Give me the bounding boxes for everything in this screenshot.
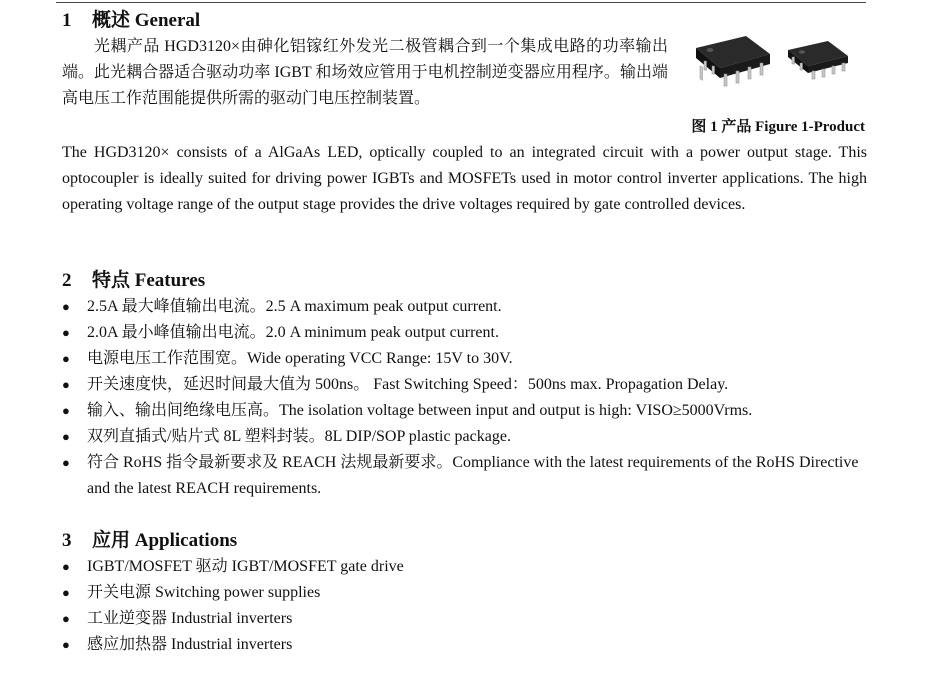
list-item: [62, 398, 867, 424]
intro-chinese: 光耦产品 HGD3120×由砷化铝镓红外发光二极管耦合到一个集成电路的功率输出端。此光耦合器适合驱动功率 IGBT 和场效应管用于电机控制逆变器应用程序。输出端高电压工作范围能提供所需的驱动门电压控制装置。: [62, 38, 668, 107]
bullet-icon: ●: [62, 559, 70, 574]
bullet-icon: ●: [62, 611, 70, 626]
list-item: [62, 294, 867, 320]
application-text: 开关电源 Switching power supplies: [87, 584, 321, 601]
application-text: 感应加热器 Industrial inverters: [87, 636, 293, 653]
section-2-number: 2: [62, 270, 72, 291]
intro-english: The HGD3120× consists of a AlGaAs LED, optically coupled to an integrated circuit with a power output stage. This optocoupler is ideally suited for driving power IGBTs and MOSFETs used in motor control inverter applications. The high operating voltage range of the output stage provides the drive voltages required by gate controlled devices.: [62, 144, 867, 213]
feature-text: 电源电压工作范围宽。Wide operating VCC Range: 15V to 30V.: [87, 350, 513, 367]
list-item: [62, 372, 867, 398]
list-item: [62, 450, 867, 502]
list-item: [62, 580, 867, 606]
header-rule: [56, 2, 866, 3]
section-1-number: 1: [62, 10, 72, 31]
bullet-icon: ●: [62, 637, 70, 652]
list-item: [62, 606, 867, 632]
section-3-title: 应用 Applications: [92, 530, 238, 551]
list-item: [62, 554, 867, 580]
list-item: [62, 632, 867, 658]
feature-text: 符合 RoHS 指令最新要求及 REACH 法规最新要求。Compliance with the latest requirements of the RoHS Directive and the latest REACH requirements.: [87, 454, 859, 497]
applications-list: [62, 554, 867, 658]
bullet-icon: ●: [62, 351, 70, 366]
section-2-heading: [62, 268, 867, 294]
bullet-icon: ●: [62, 403, 70, 418]
bullet-icon: ●: [62, 455, 70, 470]
feature-text: 2.5A 最大峰值输出电流。2.5 A maximum peak output current.: [87, 298, 502, 315]
figure-caption: 图 1 产品 Figure 1-Product: [691, 119, 865, 135]
feature-text: 开关速度快，延迟时间最大值为 500ns。 Fast Switching Speed：500ns max. Propagation Delay.: [87, 376, 729, 393]
section-features: [62, 268, 867, 502]
features-list: [62, 294, 867, 502]
section-2-title: 特点 Features: [92, 270, 206, 291]
dip8-chip-icon: [696, 36, 770, 86]
feature-text: 输入、输出间绝缘电压高。The isolation voltage between input and output is high: VISO≥5000Vrms.: [87, 402, 753, 419]
bullet-icon: ●: [62, 299, 70, 314]
section-applications: [62, 528, 867, 658]
section-3-heading: [62, 528, 867, 554]
product-figure: [688, 28, 868, 98]
list-item: [62, 424, 867, 450]
bullet-icon: ●: [62, 585, 70, 600]
application-text: 工业逆变器 Industrial inverters: [87, 610, 293, 627]
product-figure-svg: [688, 28, 868, 98]
bullet-icon: ●: [62, 377, 70, 392]
feature-text: 2.0A 最小峰值输出电流。2.0 A minimum peak output current.: [87, 324, 499, 341]
section-1-title: 概述 General: [92, 10, 201, 31]
application-text: IGBT/MOSFET 驱动 IGBT/MOSFET gate drive: [87, 558, 404, 575]
sop8-chip-icon: [788, 41, 848, 79]
list-item: [62, 320, 867, 346]
feature-text: 双列直插式/贴片式 8L 塑料封装。8L DIP/SOP plastic package.: [87, 428, 511, 445]
list-item: [62, 346, 867, 372]
bullet-icon: ●: [62, 325, 70, 340]
bullet-icon: ●: [62, 429, 70, 444]
section-3-number: 3: [62, 530, 72, 551]
